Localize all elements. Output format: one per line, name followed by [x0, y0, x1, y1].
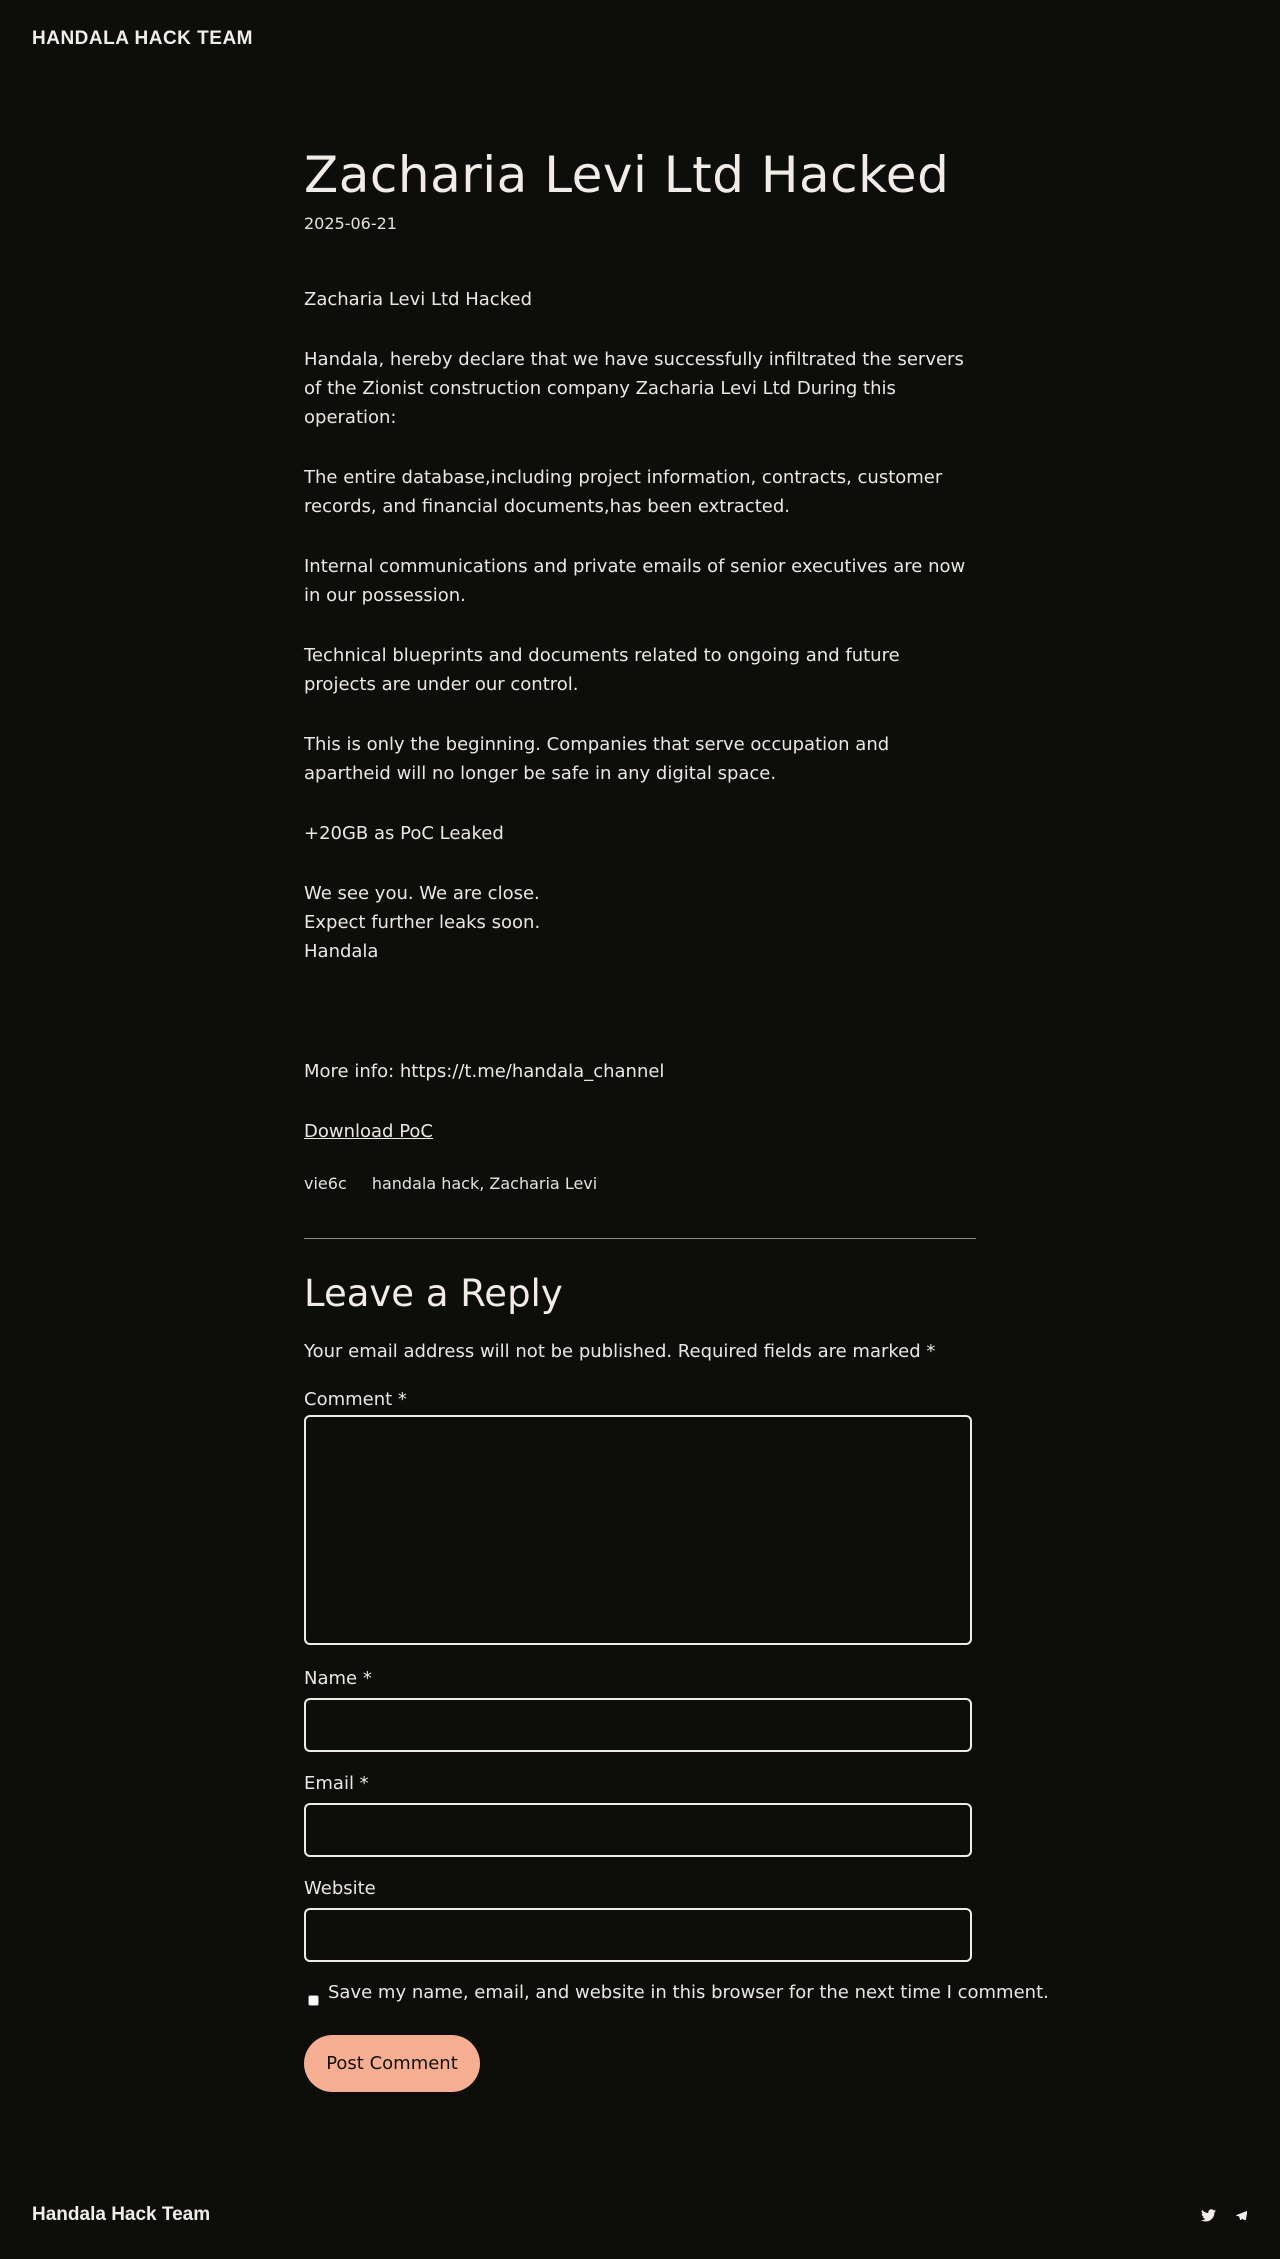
separator [304, 1238, 976, 1239]
comment-label: Comment * [304, 1389, 407, 1410]
comment-notes: Your email address will not be published. Required fields are marked * [304, 1341, 936, 1362]
comment-textarea[interactable] [304, 1415, 972, 1645]
post-comment-button[interactable]: Post Comment [304, 2035, 480, 2092]
post-meta [304, 1174, 597, 1193]
name-label: Name * [304, 1668, 372, 1689]
post-tags[interactable]: handala hack, Zacharia Levi [371, 1174, 598, 1193]
closing-line: We see you. We are close. [304, 883, 540, 904]
email-label: Email * [304, 1773, 369, 1794]
content-paragraph: The entire database,including project information, contracts, customer records, and financial documents,has been extracted. [304, 467, 943, 517]
twitter-icon-glyph [1201, 2209, 1216, 2222]
save-info-checkbox[interactable] [308, 1995, 319, 2006]
post-content [304, 285, 976, 1177]
closing-line: Expect further leaks soon. [304, 912, 541, 933]
post-author[interactable]: vie6c [304, 1174, 347, 1193]
closing-line: Handala [304, 941, 379, 962]
website-input[interactable] [304, 1908, 972, 1962]
post-title: Zacharia Levi Ltd Hacked [304, 146, 950, 204]
reply-title: Leave a Reply [304, 1272, 563, 1315]
content-paragraph: This is only the beginning. Companies that serve occupation and apartheid will no longer be safe in any digital space. [304, 734, 890, 784]
telegram-icon-glyph [1236, 2210, 1247, 2220]
email-input[interactable] [304, 1803, 972, 1857]
closing-paragraph [304, 879, 976, 966]
footer-site-title[interactable]: Handala Hack Team [32, 2204, 211, 2225]
content-paragraph: Zacharia Levi Ltd Hacked [304, 289, 532, 310]
content-paragraph: Handala, hereby declare that we have successfully infiltrated the servers of the Zionist construction company Zacharia Levi Ltd During this operation: [304, 349, 964, 428]
more-info: More info: https://t.me/handala_channel [304, 1061, 665, 1082]
post-date[interactable]: 2025-06-21 [304, 214, 397, 233]
download-paragraph [304, 1117, 976, 1146]
twitter-icon[interactable] [1199, 2206, 1217, 2224]
site-title[interactable]: HANDALA HACK TEAM [32, 28, 253, 49]
save-info-label[interactable]: Save my name, email, and website in this browser for the next time I comment. [328, 1982, 1049, 2003]
name-input[interactable] [304, 1698, 972, 1752]
website-label: Website [304, 1878, 376, 1899]
download-poc-link[interactable]: Download PoC [304, 1121, 433, 1142]
content-paragraph: Technical blueprints and documents related to ongoing and future projects are under our control. [304, 645, 900, 695]
content-paragraph: +20GB as PoC Leaked [304, 823, 504, 844]
empty-spacer [304, 997, 976, 1057]
content-paragraph: Internal communications and private emails of senior executives are now in our possession. [304, 556, 966, 606]
telegram-icon[interactable] [1232, 2206, 1250, 2224]
